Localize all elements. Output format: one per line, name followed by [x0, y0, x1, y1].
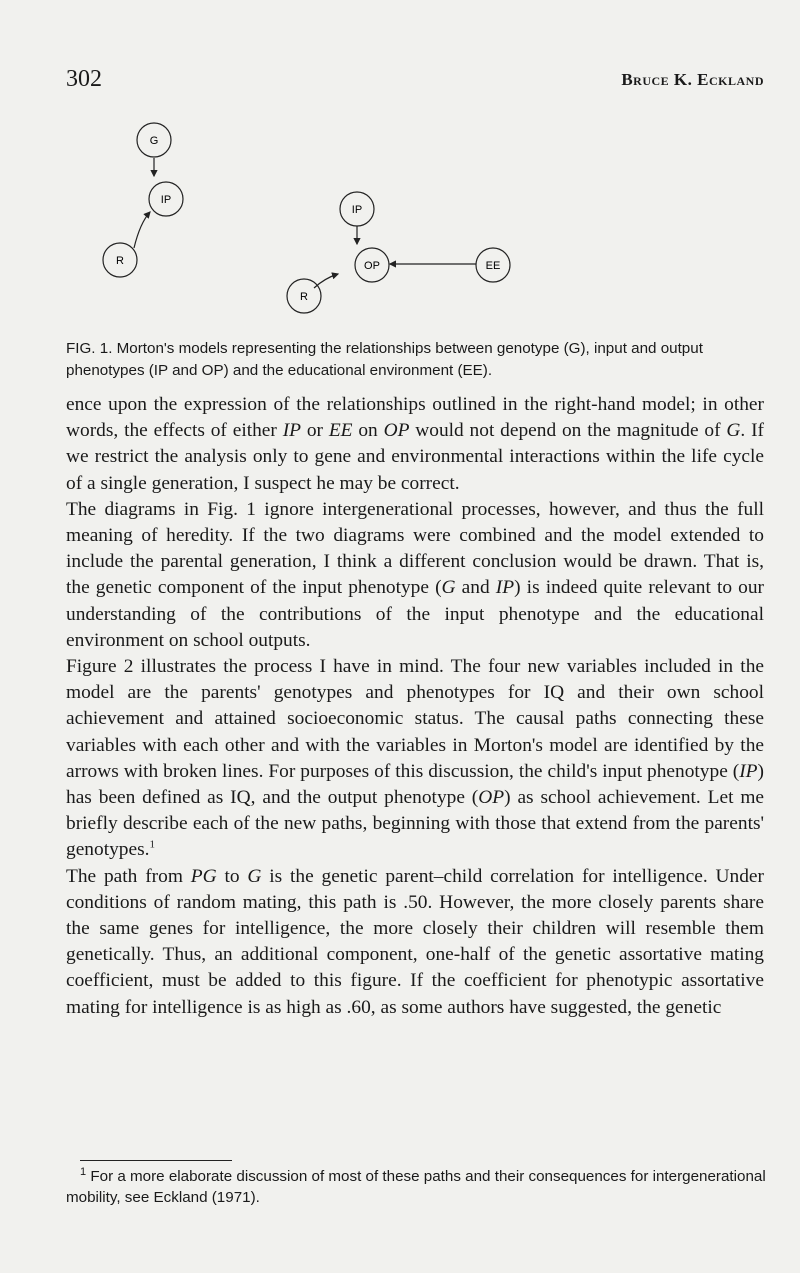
- text-run: is the genetic parent–child correlation for intelligence. Under conditions of random mating, this path is .50. However, the more closely parents share the same genes for intelligence, the more closely their children will resemble them genetically. Thus, an additional component, one-half of the genetic assortative mating coefficient, must be added to this figure. If the coefficient for phenotypic assortative mating for intelligence is as high as .60, as some authors have suggested, the genetic: [66, 865, 764, 1018]
- footnote-ref[interactable]: 1: [149, 838, 155, 851]
- footnote-mark: 1: [80, 1165, 87, 1178]
- node-r-left-label: R: [116, 255, 124, 267]
- italic-term: EE: [328, 420, 353, 442]
- left-model: [103, 123, 183, 277]
- italic-term: OP: [478, 787, 505, 809]
- running-head: [66, 66, 764, 96]
- text-run: ence upon the expression of the relationships outlined in the right-hand model; in other words, the effects of either: [66, 394, 764, 442]
- node-ip-left-label: IP: [160, 194, 172, 206]
- footnote-rule: [80, 1160, 232, 1161]
- text-run: ) as school achievement. Let me briefly describe each of the new paths, beginning with those that extend from the parents' genotypes.: [66, 787, 765, 861]
- paragraph-1: [66, 392, 764, 497]
- italic-term: G: [726, 420, 741, 442]
- italic-term: PG: [190, 865, 217, 887]
- text-run: would not depend on the magnitude of: [409, 420, 727, 442]
- text-run: The diagrams in Fig. 1 ignore intergenerational processes, however, and thus the full meaning of heredity. If the two diagrams were combined and the model extended to include the parental generation, I think a different conclusion would be drawn. That is, the genetic component of the input phenotype (: [66, 498, 764, 599]
- node-ee-label: EE: [485, 260, 501, 272]
- italic-term: IP: [495, 577, 515, 599]
- footnote-text: For a more elaborate discussion of most of these paths and their consequences for intergenerational mobility, see Eckland (1971).: [66, 1168, 766, 1206]
- author-running-head: Bruce K. Eckland: [621, 70, 764, 89]
- node-op-label: OP: [364, 260, 380, 272]
- edge-r-ip: [134, 212, 150, 248]
- italic-term: IP: [282, 420, 301, 442]
- text-run: and: [455, 577, 496, 599]
- figure-caption: FIG. 1. Morton's models representing the relationships between genotype (G), input and output phenotypes (IP and OP) and the educational environment (EE).: [66, 340, 703, 379]
- node-g-label: G: [149, 135, 159, 147]
- footnote: [66, 1166, 766, 1208]
- paragraph-2: [66, 497, 764, 654]
- text-run: Figure 2 illustrates the process I have in mind. The four new variables included in the model are the parents' genotypes and phenotypes for IQ and their own school achievement and attained socioeconomic status. The causal paths connecting these variables with each other and with the variables in Morton's model are identified by the arrows with broken lines. For purposes of this discussion, the child's input phenotype (: [66, 656, 764, 782]
- text-run: to: [216, 865, 248, 887]
- paragraph-4: [66, 864, 764, 1021]
- node-r-right-label: R: [300, 291, 308, 303]
- text-run: ) is indeed quite relevant to our understanding of the contributions of the input phenotype and the educational environment on school outputs.: [66, 577, 764, 651]
- figure-1: [100, 108, 540, 328]
- text-run: . If we restrict the analysis only to gene and environmental interactions within the life cycle of a single generation, I suspect he may be correct.: [66, 420, 764, 494]
- italic-term: G: [441, 577, 456, 599]
- text-run: The path from: [66, 865, 191, 887]
- body-text: [66, 392, 764, 1021]
- text-run: on: [352, 420, 384, 442]
- page-number: 302: [66, 66, 102, 92]
- italic-term: OP: [383, 420, 410, 442]
- italic-term: G: [247, 865, 262, 887]
- text-run: or: [301, 420, 329, 442]
- morton-models-diagram: [100, 108, 540, 328]
- paragraph-3: [66, 654, 764, 864]
- italic-term: IP: [739, 760, 758, 782]
- right-model: [287, 192, 510, 313]
- text-run: ) has been defined as IQ, and the output phenotype (: [66, 760, 764, 809]
- node-ip-right-label: IP: [351, 204, 363, 216]
